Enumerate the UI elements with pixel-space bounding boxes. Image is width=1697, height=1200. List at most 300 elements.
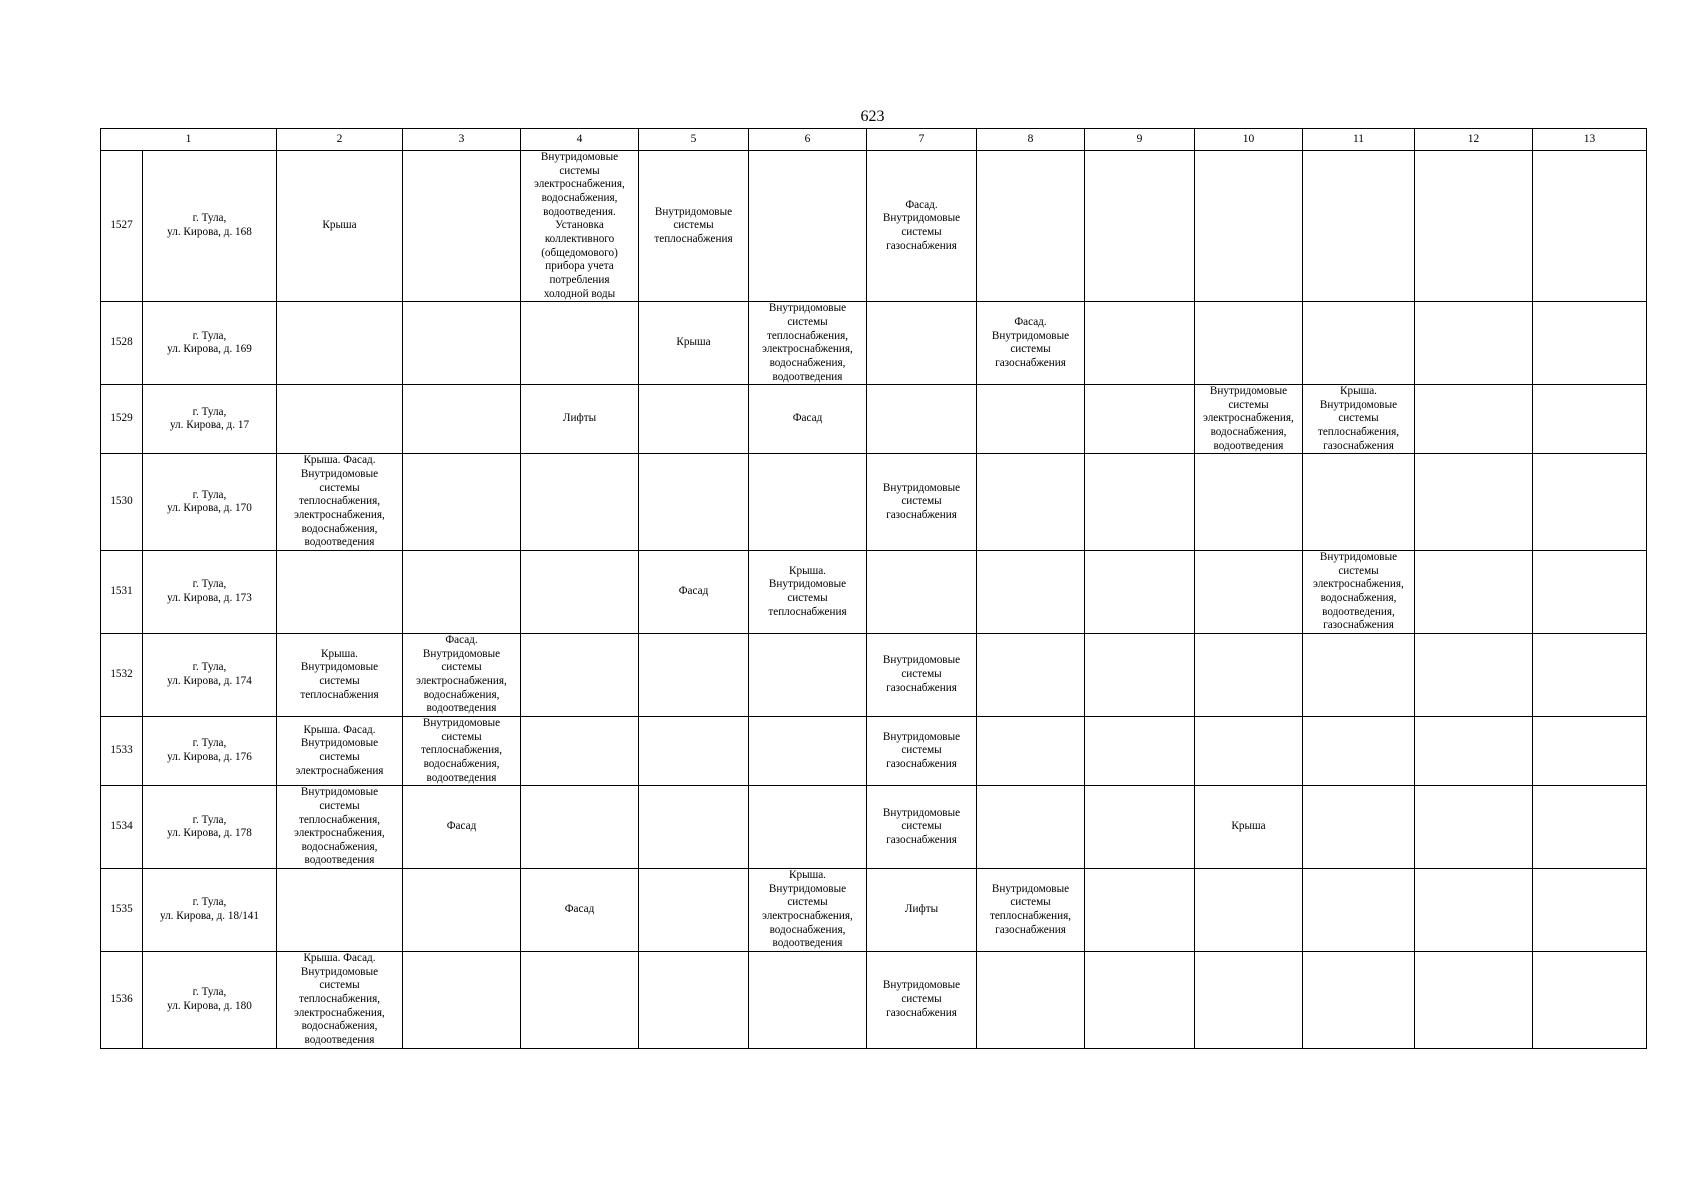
work-cell-col-2 <box>277 385 403 454</box>
column-header-11: 11 <box>1303 129 1415 151</box>
work-cell-col-8 <box>977 633 1085 716</box>
work-cell-col-11 <box>1303 786 1415 869</box>
row-number: 1535 <box>101 869 143 952</box>
cell-line: водоотведения <box>426 702 497 715</box>
work-cell-col-3 <box>403 952 521 1049</box>
cell-line: системы <box>1338 564 1379 577</box>
work-cell-col-13 <box>1533 454 1647 551</box>
cell-line: Внутридомовые <box>300 737 379 750</box>
cell-line: газоснабжения <box>886 509 957 522</box>
work-cell-col-10 <box>1195 454 1303 551</box>
work-cell-col-6 <box>749 151 867 302</box>
cell-line: газоснабжения <box>1323 619 1394 632</box>
work-cell-col-13 <box>1533 786 1647 869</box>
cell-line: Крыша <box>676 336 711 349</box>
work-cell-col-10 <box>1195 633 1303 716</box>
work-cell-col-8 <box>977 454 1085 551</box>
works-schedule-table <box>100 128 1647 1049</box>
cell-line: ул. Кирова, д. 174 <box>167 674 252 687</box>
row-number: 1528 <box>101 302 143 385</box>
cell-line: Крыша. <box>1340 385 1377 398</box>
work-cell-col-7 <box>867 869 977 952</box>
column-header-1: 1 <box>101 129 277 151</box>
work-cell-col-5 <box>639 151 749 302</box>
work-cell-col-2 <box>277 869 403 952</box>
work-cell-col-9 <box>1085 551 1195 634</box>
cell-line: прибора учета <box>545 260 614 273</box>
cell-line: электроснабжения, <box>762 343 853 356</box>
cell-line: Внутридомовые <box>768 578 847 591</box>
cell-line: электроснабжения, <box>294 827 385 840</box>
work-cell-col-12 <box>1415 151 1533 302</box>
work-cell-col-2 <box>277 302 403 385</box>
cell-line: системы <box>787 315 828 328</box>
cell-line: Внутридомовые <box>882 806 961 819</box>
cell-line: газоснабжения <box>1323 439 1394 452</box>
work-cell-col-4 <box>521 551 639 634</box>
column-header-5: 5 <box>639 129 749 151</box>
cell-line: Фасад. <box>1014 315 1047 328</box>
address-cell <box>143 454 277 551</box>
work-cell-col-11 <box>1303 633 1415 716</box>
cell-line: Фасад <box>678 585 709 598</box>
work-cell-col-10 <box>1195 786 1303 869</box>
cell-line: газоснабжения <box>886 1006 957 1019</box>
work-cell-col-12 <box>1415 633 1533 716</box>
cell-line: Фасад <box>792 412 823 425</box>
work-cell-col-4 <box>521 151 639 302</box>
cell-line: водоотведения, <box>1322 605 1395 618</box>
work-cell-col-6 <box>749 952 867 1049</box>
cell-line: Крыша. Фасад. <box>303 723 376 736</box>
cell-line: системы <box>319 674 360 687</box>
work-cell-col-6 <box>749 385 867 454</box>
table-row <box>101 786 1647 869</box>
work-cell-col-2 <box>277 786 403 869</box>
cell-line: теплоснабжения <box>654 232 733 245</box>
work-cell-col-3 <box>403 385 521 454</box>
column-header-8: 8 <box>977 129 1085 151</box>
cell-line: потребления <box>549 273 610 286</box>
work-cell-col-8 <box>977 869 1085 952</box>
work-cell-col-2 <box>277 454 403 551</box>
work-cell-col-3 <box>403 302 521 385</box>
cell-line: системы <box>559 164 600 177</box>
work-cell-col-13 <box>1533 633 1647 716</box>
work-cell-col-10 <box>1195 952 1303 1049</box>
work-cell-col-8 <box>977 302 1085 385</box>
cell-line: водоснабжения, <box>301 1020 378 1033</box>
cell-line: системы <box>319 979 360 992</box>
work-cell-col-4 <box>521 716 639 785</box>
work-cell-col-13 <box>1533 716 1647 785</box>
work-cell-col-6 <box>749 869 867 952</box>
work-cell-col-8 <box>977 786 1085 869</box>
cell-line: водоотведения <box>772 370 843 383</box>
column-header-2: 2 <box>277 129 403 151</box>
work-cell-col-12 <box>1415 454 1533 551</box>
table-row <box>101 869 1647 952</box>
cell-line: системы <box>673 219 714 232</box>
address-cell <box>143 385 277 454</box>
column-header-3: 3 <box>403 129 521 151</box>
address-cell <box>143 151 277 302</box>
cell-line: Внутридомовые <box>991 882 1070 895</box>
cell-line: водоснабжения, <box>1320 592 1397 604</box>
cell-line: теплоснабжения <box>768 605 847 618</box>
cell-line: Внутридомовые <box>882 979 961 992</box>
work-cell-col-2 <box>277 952 403 1049</box>
work-cell-col-7 <box>867 454 977 551</box>
cell-line: системы <box>1010 896 1051 909</box>
work-cell-col-5 <box>639 786 749 869</box>
column-header-7: 7 <box>867 129 977 151</box>
cell-line: Крыша <box>1231 820 1266 833</box>
cell-line: Внутридомовые <box>991 329 1070 342</box>
cell-line: ул. Кирова, д. 178 <box>167 827 252 840</box>
cell-line: ул. Кирова, д. 169 <box>167 343 252 356</box>
cell-line: электроснабжения, <box>1313 578 1404 591</box>
cell-line: ул. Кирова, д. 170 <box>167 502 252 515</box>
work-cell-col-9 <box>1085 716 1195 785</box>
cell-line: водоснабжения, <box>301 522 378 535</box>
cell-line: Внутридомовые <box>1319 551 1398 564</box>
cell-line: Внутридомовые <box>882 654 961 667</box>
cell-line: теплоснабжения, <box>420 744 503 757</box>
cell-line: Внутридомовые <box>300 661 379 674</box>
cell-line: Крыша. <box>789 564 826 577</box>
table-row <box>101 302 1647 385</box>
cell-line: Крыша. <box>321 647 358 660</box>
cell-line: Внутридомовые <box>882 481 961 494</box>
cell-line: водоотведения <box>772 937 843 950</box>
cell-line: теплоснабжения, <box>298 813 381 826</box>
cell-line: (общедомового) <box>541 246 618 259</box>
work-cell-col-7 <box>867 633 977 716</box>
cell-line: коллективного <box>544 232 615 245</box>
work-cell-col-5 <box>639 551 749 634</box>
work-cell-col-10 <box>1195 551 1303 634</box>
work-cell-col-12 <box>1415 716 1533 785</box>
cell-line: Внутридомовые <box>422 647 501 660</box>
work-cell-col-5 <box>639 716 749 785</box>
address-cell <box>143 633 277 716</box>
cell-line: электроснабжения, <box>534 178 625 191</box>
row-number: 1527 <box>101 151 143 302</box>
work-cell-col-4 <box>521 786 639 869</box>
cell-line: водоотведения <box>426 771 497 784</box>
page-number: 623 <box>860 108 885 125</box>
table-row <box>101 151 1647 302</box>
work-cell-col-6 <box>749 786 867 869</box>
work-cell-col-8 <box>977 385 1085 454</box>
work-cell-col-4 <box>521 952 639 1049</box>
column-header-6: 6 <box>749 129 867 151</box>
work-cell-col-7 <box>867 786 977 869</box>
cell-line: Внутридомовые <box>300 786 379 799</box>
work-cell-col-5 <box>639 869 749 952</box>
cell-line: г. Тула, <box>192 986 227 999</box>
work-cell-col-5 <box>639 454 749 551</box>
work-cell-col-13 <box>1533 869 1647 952</box>
work-cell-col-2 <box>277 716 403 785</box>
cell-line: системы <box>901 744 942 757</box>
table-row <box>101 385 1647 454</box>
address-cell <box>143 786 277 869</box>
work-cell-col-13 <box>1533 302 1647 385</box>
cell-line: газоснабжения <box>995 923 1066 936</box>
cell-line: водоснабжения, <box>1210 426 1287 439</box>
cell-line: холодной воды <box>543 287 616 300</box>
work-cell-col-11 <box>1303 952 1415 1049</box>
cell-line: водоснабжения, <box>423 757 500 770</box>
work-cell-col-11 <box>1303 302 1415 385</box>
cell-line: г. Тула, <box>192 896 227 909</box>
cell-line: г. Тула, <box>192 488 227 501</box>
work-cell-col-4 <box>521 633 639 716</box>
cell-line: ул. Кирова, д. 180 <box>167 999 252 1012</box>
work-cell-col-10 <box>1195 385 1303 454</box>
cell-line: водоотведения <box>304 536 375 549</box>
address-cell <box>143 551 277 634</box>
cell-line: Фасад. <box>445 633 478 646</box>
work-cell-col-3 <box>403 869 521 952</box>
cell-line: системы <box>1010 343 1051 356</box>
cell-line: Внутридомовые <box>1319 398 1398 411</box>
work-cell-col-3 <box>403 716 521 785</box>
work-cell-col-11 <box>1303 551 1415 634</box>
cell-line: водоотведения <box>304 854 375 867</box>
work-cell-col-6 <box>749 454 867 551</box>
cell-line: теплоснабжения, <box>298 993 381 1006</box>
cell-line: газоснабжения <box>886 681 957 694</box>
cell-line: ул. Кирова, д. 176 <box>167 751 252 764</box>
work-cell-col-6 <box>749 302 867 385</box>
cell-line: электроснабжения, <box>294 1006 385 1019</box>
work-cell-col-9 <box>1085 633 1195 716</box>
work-cell-col-8 <box>977 551 1085 634</box>
cell-line: г. Тула, <box>192 405 227 418</box>
cell-line: Внутридомовые <box>768 882 847 895</box>
cell-line: ул. Кирова, д. 18/141 <box>160 910 259 923</box>
work-cell-col-10 <box>1195 716 1303 785</box>
work-cell-col-6 <box>749 716 867 785</box>
cell-line: г. Тула, <box>192 737 227 750</box>
cell-line: Фасад <box>564 903 595 916</box>
cell-line: газоснабжения <box>995 356 1066 369</box>
cell-line: г. Тула, <box>192 329 227 342</box>
cell-line: г. Тула, <box>192 212 227 225</box>
work-cell-col-4 <box>521 454 639 551</box>
cell-line: системы <box>1338 412 1379 425</box>
row-number: 1531 <box>101 551 143 634</box>
cell-line: электроснабжения <box>295 764 384 777</box>
work-cell-col-7 <box>867 385 977 454</box>
address-cell <box>143 302 277 385</box>
address-cell <box>143 952 277 1049</box>
cell-line: Внутридомовые <box>300 965 379 978</box>
work-cell-col-10 <box>1195 151 1303 302</box>
cell-line: Внутридомовые <box>422 716 501 729</box>
work-cell-col-5 <box>639 385 749 454</box>
cell-line: системы <box>1228 398 1269 411</box>
cell-line: системы <box>787 592 828 604</box>
work-cell-col-7 <box>867 302 977 385</box>
cell-line: Крыша. Фасад. <box>303 952 376 965</box>
work-cell-col-11 <box>1303 869 1415 952</box>
work-cell-col-9 <box>1085 151 1195 302</box>
cell-line: электроснабжения, <box>294 509 385 522</box>
table-row <box>101 633 1647 716</box>
cell-line: системы <box>441 661 482 674</box>
cell-line: Крыша. Фасад. <box>303 454 376 467</box>
work-cell-col-5 <box>639 952 749 1049</box>
cell-line: системы <box>901 495 942 508</box>
cell-line: газоснабжения <box>886 239 957 252</box>
cell-line: водоснабжения, <box>541 191 618 204</box>
table-row <box>101 716 1647 785</box>
cell-line: ул. Кирова, д. 168 <box>167 226 252 239</box>
work-cell-col-7 <box>867 716 977 785</box>
work-cell-col-2 <box>277 633 403 716</box>
row-number: 1534 <box>101 786 143 869</box>
cell-line: Установка <box>555 219 604 232</box>
work-cell-col-2 <box>277 151 403 302</box>
cell-line: Внутридомовые <box>882 730 961 743</box>
cell-line: системы <box>441 730 482 743</box>
work-cell-col-9 <box>1085 385 1195 454</box>
column-header-12: 12 <box>1415 129 1533 151</box>
cell-line: электроснабжения, <box>762 910 853 923</box>
row-number: 1536 <box>101 952 143 1049</box>
work-cell-col-11 <box>1303 385 1415 454</box>
cell-line: г. Тула, <box>192 813 227 826</box>
work-cell-col-12 <box>1415 385 1533 454</box>
cell-line: ул. Кирова, д. 17 <box>169 419 250 432</box>
table-row <box>101 952 1647 1049</box>
table-row <box>101 551 1647 634</box>
work-cell-col-12 <box>1415 952 1533 1049</box>
cell-line: Внутридомовые <box>654 205 733 218</box>
work-cell-col-7 <box>867 952 977 1049</box>
work-cell-col-3 <box>403 786 521 869</box>
cell-line: ул. Кирова, д. 173 <box>167 592 252 604</box>
work-cell-col-8 <box>977 716 1085 785</box>
work-cell-col-5 <box>639 302 749 385</box>
cell-line: Лифты <box>904 903 939 916</box>
cell-line: системы <box>901 226 942 239</box>
work-cell-col-9 <box>1085 786 1195 869</box>
row-number: 1532 <box>101 633 143 716</box>
cell-line: водоснабжения, <box>769 356 846 369</box>
work-cell-col-9 <box>1085 869 1195 952</box>
cell-line: Внутридомовые <box>1209 385 1288 398</box>
cell-line: Лифты <box>562 412 597 425</box>
cell-line: электроснабжения, <box>1203 412 1294 425</box>
cell-line: Крыша. <box>789 869 826 882</box>
cell-line: системы <box>319 751 360 764</box>
work-cell-col-9 <box>1085 302 1195 385</box>
cell-line: газоснабжения <box>886 757 957 770</box>
column-header-4: 4 <box>521 129 639 151</box>
work-cell-col-4 <box>521 869 639 952</box>
cell-line: системы <box>901 993 942 1006</box>
column-header-13: 13 <box>1533 129 1647 151</box>
cell-line: теплоснабжения, <box>766 329 849 342</box>
cell-line: г. Тула, <box>192 578 227 591</box>
column-header-row <box>101 129 1647 151</box>
table-row <box>101 454 1647 551</box>
work-cell-col-13 <box>1533 151 1647 302</box>
cell-line: Внутридомовые <box>882 212 961 225</box>
cell-line: системы <box>787 896 828 909</box>
column-header-10: 10 <box>1195 129 1303 151</box>
address-cell <box>143 869 277 952</box>
cell-line: Внутридомовые <box>300 468 379 481</box>
cell-line: системы <box>901 820 942 833</box>
work-cell-col-6 <box>749 633 867 716</box>
work-cell-col-8 <box>977 952 1085 1049</box>
work-cell-col-13 <box>1533 551 1647 634</box>
work-cell-col-11 <box>1303 454 1415 551</box>
work-cell-col-8 <box>977 151 1085 302</box>
cell-line: системы <box>319 799 360 812</box>
cell-line: водоснабжения, <box>769 923 846 936</box>
row-number: 1530 <box>101 454 143 551</box>
cell-line: электроснабжения, <box>416 674 507 687</box>
row-number: 1529 <box>101 385 143 454</box>
cell-line: водоснабжения, <box>301 840 378 853</box>
work-cell-col-2 <box>277 551 403 634</box>
work-cell-col-7 <box>867 551 977 634</box>
work-cell-col-4 <box>521 302 639 385</box>
work-cell-col-12 <box>1415 302 1533 385</box>
work-cell-col-4 <box>521 385 639 454</box>
cell-line: газоснабжения <box>886 833 957 846</box>
cell-line: водоотведения <box>304 1034 375 1046</box>
cell-line: Фасад <box>446 820 477 833</box>
work-cell-col-7 <box>867 151 977 302</box>
row-number: 1533 <box>101 716 143 785</box>
work-cell-col-3 <box>403 551 521 634</box>
work-cell-col-11 <box>1303 151 1415 302</box>
cell-line: системы <box>901 668 942 681</box>
cell-line: Фасад. <box>905 198 938 211</box>
cell-line: теплоснабжения, <box>1317 426 1400 439</box>
work-cell-col-3 <box>403 454 521 551</box>
work-cell-col-12 <box>1415 551 1533 634</box>
cell-line: водоотведения <box>1213 439 1284 452</box>
work-cell-col-12 <box>1415 869 1533 952</box>
work-cell-col-3 <box>403 633 521 716</box>
work-cell-col-11 <box>1303 716 1415 785</box>
work-cell-col-12 <box>1415 786 1533 869</box>
cell-line: Крыша <box>322 219 357 232</box>
work-cell-col-9 <box>1085 454 1195 551</box>
work-cell-col-3 <box>403 151 521 302</box>
cell-line: водоснабжения, <box>423 688 500 701</box>
address-cell <box>143 716 277 785</box>
work-cell-col-9 <box>1085 952 1195 1049</box>
cell-line: водоотведения. <box>543 205 616 218</box>
work-cell-col-13 <box>1533 385 1647 454</box>
work-cell-col-6 <box>749 551 867 634</box>
column-header-9: 9 <box>1085 129 1195 151</box>
cell-line: Внутридомовые <box>768 302 847 315</box>
cell-line: г. Тула, <box>192 661 227 674</box>
work-cell-col-13 <box>1533 952 1647 1049</box>
cell-line: теплоснабжения <box>300 688 379 701</box>
